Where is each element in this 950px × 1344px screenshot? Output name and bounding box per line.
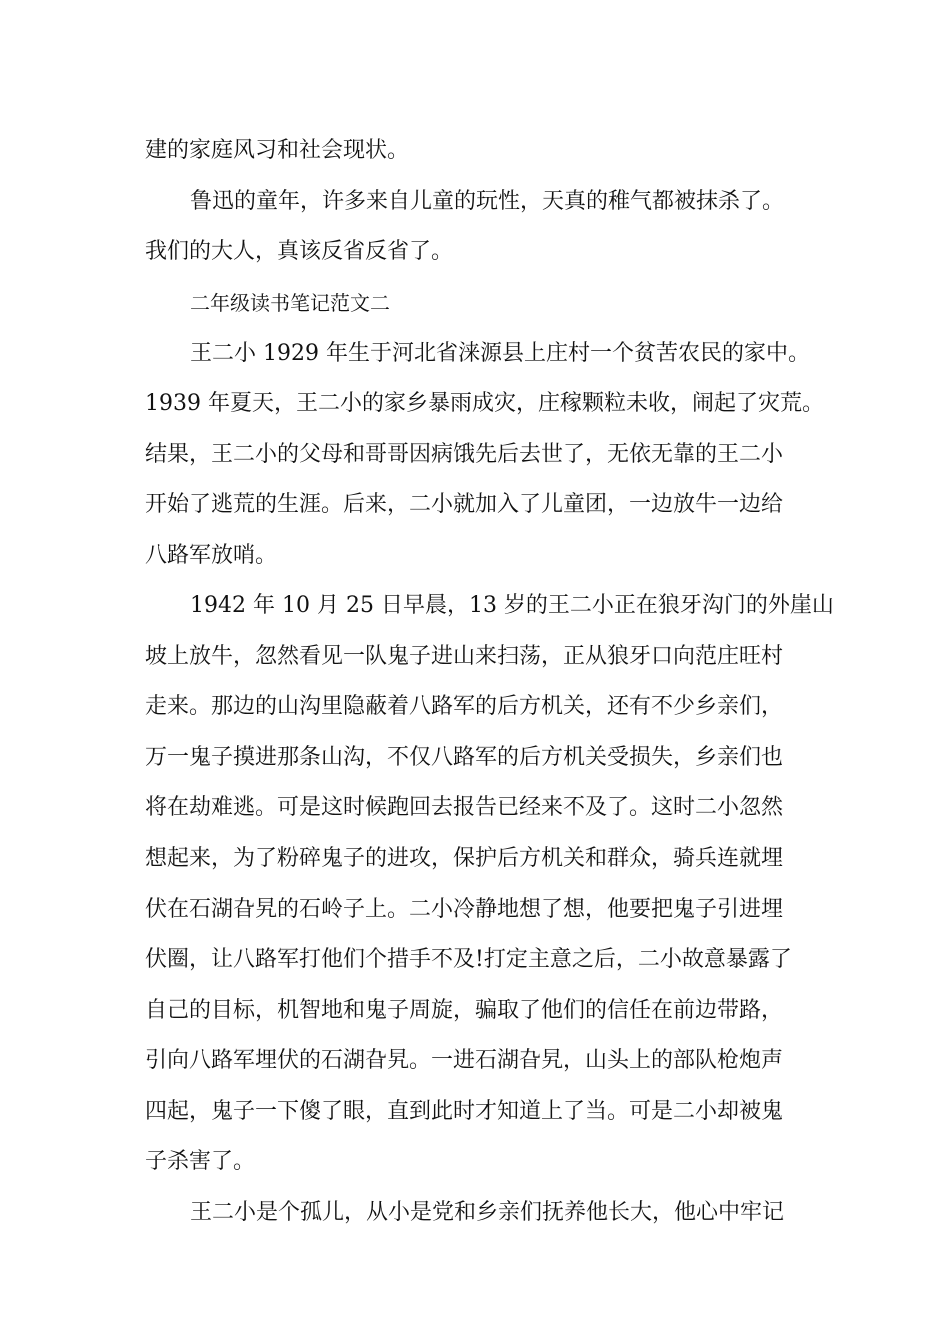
text-line: 伏在石湖旮旯的石岭子上。二小冷静地想了想，他要把鬼子引进埋: [145, 897, 784, 922]
text-line: 八路军放哨。: [145, 543, 278, 568]
text-line: 走来。那边的山沟里隐蔽着八路军的后方机关，还有不少乡亲们，: [145, 694, 784, 719]
text-line: 结果，王二小的父母和哥哥因病饿先后去世了，无依无靠的王二小: [145, 442, 784, 467]
paragraph-start-line: 鲁迅的童年，许多来自儿童的玩性，天真的稚气都被抹杀了。: [190, 189, 785, 214]
text-line: 四起，鬼子一下傻了眼，直到此时才知道上了当。可是二小却被鬼: [145, 1099, 784, 1124]
section-heading: 二年级读书笔记范文二: [190, 291, 390, 315]
text-line: 自己的目标，机智地和鬼子周旋，骗取了他们的信任在前边带路，: [145, 998, 784, 1023]
text-line: 将在劫难逃。可是这时候跑回去报告已经来不及了。这时二小忽然: [145, 795, 784, 820]
text-line: 想起来，为了粉碎鬼子的进攻，保护后方机关和群众，骑兵连就埋: [145, 846, 784, 871]
text-line: 子杀害了。: [145, 1149, 256, 1174]
paragraph-start-line: 王二小 1929 年生于河北省涞源县上庄村一个贫苦农民的家中。: [190, 341, 810, 366]
text-line: 伏圈，让八路军打他们个措手不及!打定主意之后，二小故意暴露了: [145, 947, 792, 972]
text-line: 开始了逃荒的生涯。后来，二小就加入了儿童团，一边放牛一边给: [145, 492, 784, 517]
text-line: 建的家庭风习和社会现状。: [145, 138, 410, 163]
text-line: 坡上放牛，忽然看见一队鬼子进山来扫荡，正从狼牙口向范庄旺村: [145, 644, 784, 669]
paragraph-start-line: 1942 年 10 月 25 日早晨，13 岁的王二小正在狼牙沟门的外崖山: [190, 593, 834, 618]
text-line: 1939 年夏天，王二小的家乡暴雨成灾，庄稼颗粒未收，闹起了灾荒。: [145, 391, 824, 416]
text-line: 引向八路军埋伏的石湖旮旯。一进石湖旮旯，山头上的部队枪炮声: [145, 1048, 784, 1073]
text-line: 万一鬼子摸进那条山沟，不仅八路军的后方机关受损失，乡亲们也: [145, 745, 784, 770]
paragraph-start-line: 王二小是个孤儿，从小是党和乡亲们抚养他长大，他心中牢记: [190, 1200, 785, 1225]
text-line: 我们的大人，真该反省反省了。: [145, 239, 454, 264]
